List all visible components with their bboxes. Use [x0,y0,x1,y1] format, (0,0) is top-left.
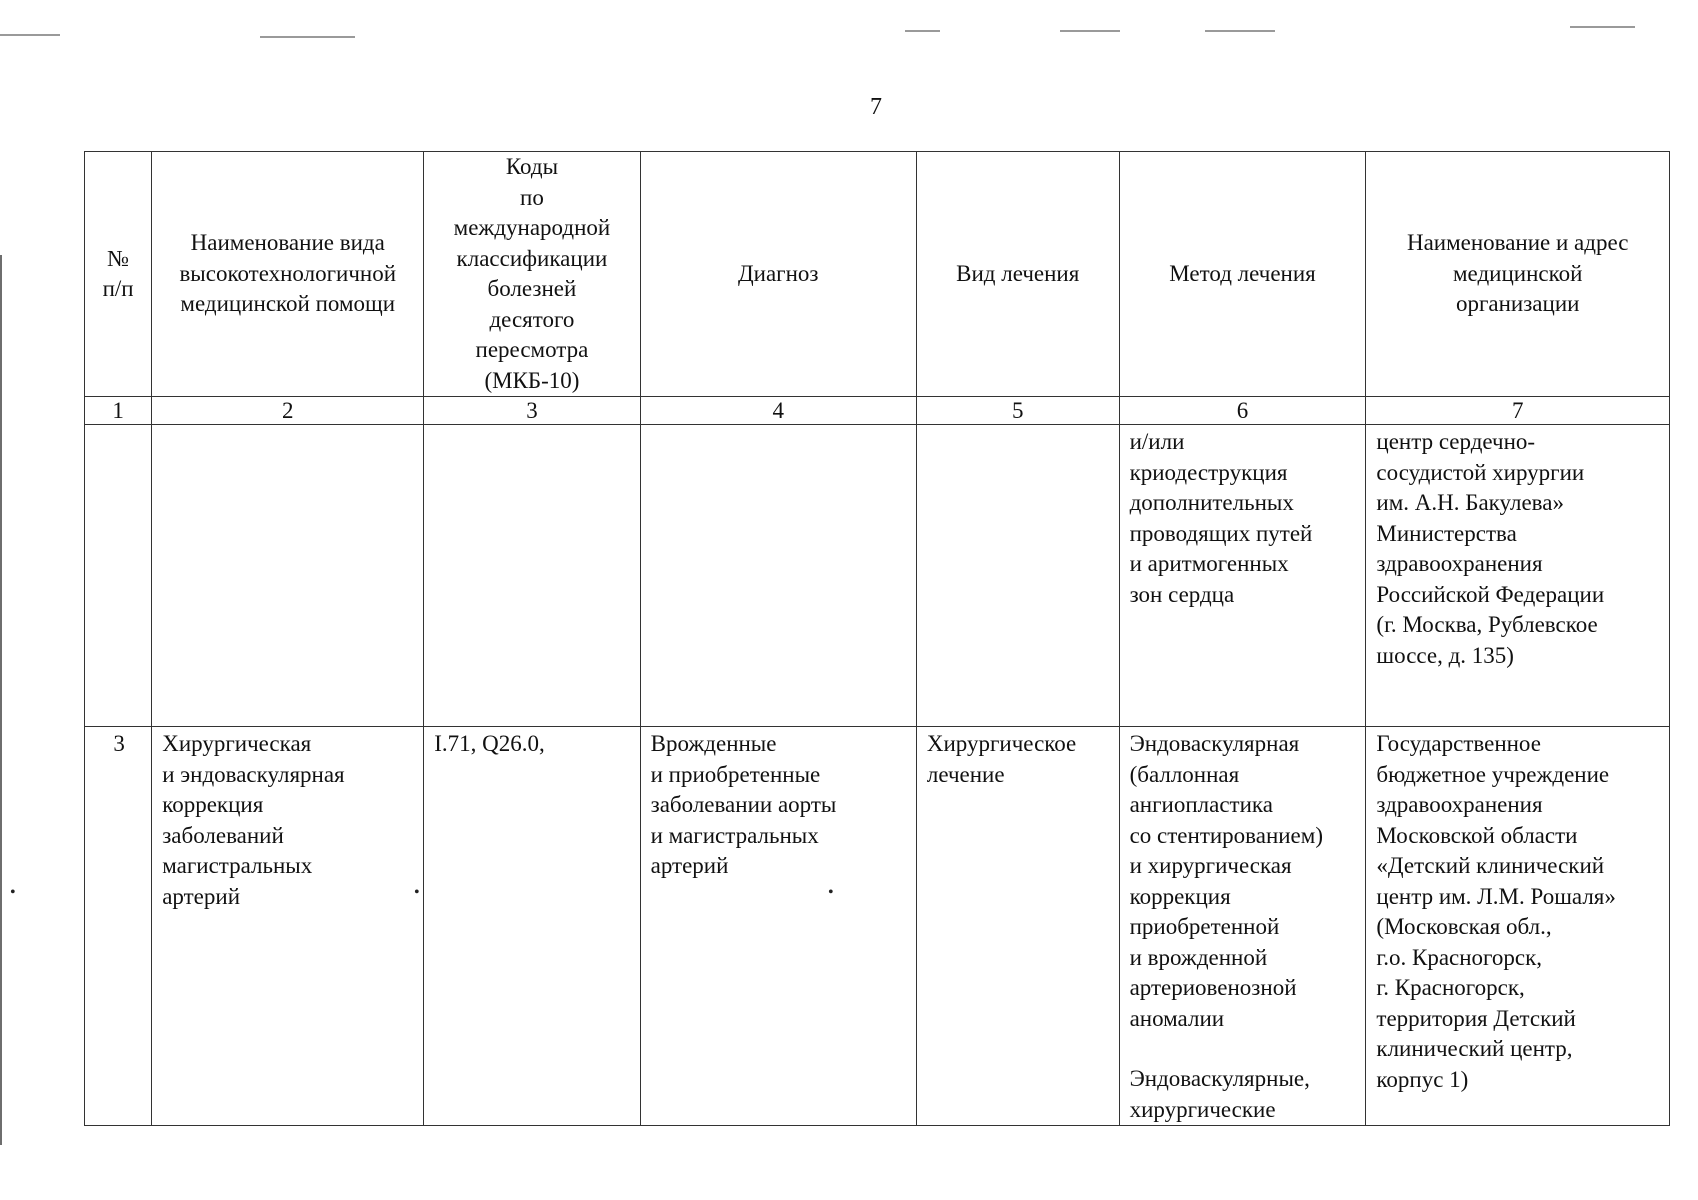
scan-artifact-line [1570,26,1635,28]
text-line: заболевании аорты [650,792,837,817]
codes-cell [424,727,640,1126]
scan-artifact-line [1205,30,1275,32]
codes-cell [424,425,640,727]
scan-artifact-line [260,36,355,38]
table-row [85,727,1670,1126]
text-line: Коды [505,154,559,179]
text-line: Российской Федерации [1376,581,1605,607]
text-line: Вид лечения [956,260,1080,286]
header-organization [1366,152,1670,397]
treatment-method-cell [1119,425,1366,727]
scan-speck: • [414,884,420,901]
medical-care-table [84,151,1670,1126]
text-line: по [520,184,544,210]
text-line: Эндоваскулярная [1129,731,1300,756]
header-treatment-method [1119,152,1366,397]
text-line: медицинской [1452,260,1583,286]
column-number: 4 [640,397,916,425]
text-line: п/п [102,276,134,301]
text-line: (баллонная [1129,761,1240,787]
column-number: 6 [1119,397,1366,425]
column-number: 2 [152,397,424,425]
diagnosis-cell [640,425,916,727]
text-line: приобретенной [1129,914,1280,939]
text-line: аномалии [1129,1005,1225,1031]
text-line: здравоохранения [1376,551,1543,576]
text-line: Метод лечения [1169,260,1316,286]
text-line: территория Детский [1376,1005,1576,1031]
text-line: болезней [487,276,577,301]
scan-speck: • [828,884,834,901]
row-number-cell: 3 [85,727,152,1126]
text-line: коррекция [162,792,264,817]
text-line: высокотехнологичной [179,260,397,286]
text-line: зон сердца [1129,581,1235,607]
text-line: г. Красногорск, [1376,975,1525,1000]
text-line: Врожденные [650,731,777,756]
text-line: и эндоваскулярная [162,761,345,787]
text-line: лечение [926,761,1005,787]
text-line: заболеваний [162,822,284,848]
text-line: корпус 1) [1376,1066,1469,1092]
text-line: им. А.Н. Бакулева» [1376,490,1564,515]
text-line: № [107,245,130,271]
header-treatment-type [916,152,1119,397]
header-diagnosis [640,152,916,397]
column-number-row [85,397,1670,425]
text-line: клинический центр, [1376,1036,1573,1061]
page-number: 7 [870,94,882,120]
header-icd10-codes [424,152,640,397]
text-line: (г. Москва, Рублевское [1376,612,1598,637]
text-line: пересмотра [475,337,589,362]
text-line: проводящих путей [1129,520,1313,546]
care-type-cell [152,425,424,727]
scan-artifact-line [1060,30,1120,32]
text-line: (Московская обл., [1376,914,1552,939]
table-row [85,425,1670,727]
text-line: и магистральных [650,822,819,848]
text-line: и/или [1129,429,1185,454]
text-line: «Детский клинический [1376,853,1605,878]
text-line: центр сердечно- [1376,429,1536,454]
organization-cell [1366,727,1670,1126]
diagnosis-cell [640,727,916,1126]
paragraph-gap [1130,1034,1358,1064]
column-number: 3 [424,397,640,425]
column-number: 7 [1366,397,1670,425]
column-number: 1 [85,397,152,425]
treatment-type-cell [916,727,1119,1126]
text-line: магистральных [162,853,313,878]
care-type-cell [152,727,424,1126]
text-line: десятого [489,306,575,332]
text-line: шоссе, д. 135) [1376,642,1514,668]
text-line: ангиопластика [1129,792,1273,817]
row-number-cell [85,425,152,727]
text-line: артерий [650,853,729,878]
text-line: дополнительных [1129,490,1294,515]
organization-cell [1366,425,1670,727]
text-line: (МКБ-10) [484,367,580,393]
scan-artifact-line [0,34,60,36]
text-line: криодеструкция [1129,459,1288,485]
text-line: Московской области [1376,822,1578,848]
text-line: коррекция [1129,883,1231,909]
text-line: классификации [456,245,608,271]
text-line: Министерства [1376,520,1517,546]
text-line: г.о. Красногорск, [1376,944,1543,970]
table-header-row [85,152,1670,397]
text-line: и врожденной [1129,944,1268,970]
text-line: Хирургическая [162,731,312,756]
text-line: артериовенозной [1129,975,1297,1000]
text-line: центр им. Л.М. Рошаля» [1376,883,1616,909]
treatment-type-cell [916,425,1119,727]
scan-artifact-line [905,30,940,32]
method-lines [1130,729,1358,1034]
method-continued-lines [1130,1064,1358,1125]
text-line: медицинской помощи [180,291,396,317]
scan-speck: • [10,884,16,901]
text-line: и приобретенные [650,761,821,787]
header-care-type [152,152,424,397]
text-line: и аритмогенных [1129,551,1289,576]
text-line: и хирургическая [1129,853,1292,878]
text-line: Государственное [1376,731,1541,756]
text-line: со стентированием) [1129,822,1323,848]
text-line: международной [453,215,611,240]
text-line: Наименование вида [190,230,385,256]
text-line: артерий [162,883,241,909]
header-number [85,152,152,397]
text-line: организации [1455,291,1580,317]
text-line: I.71, Q26.0, [434,731,545,756]
text-line: Диагноз [737,260,819,286]
treatment-method-cell [1119,727,1366,1126]
scan-margin-edge [0,255,2,1145]
text-line: Наименование и адрес [1406,230,1629,256]
text-line: хирургические [1129,1096,1276,1122]
text-line: сосудистой хирургии [1376,459,1585,485]
text-line: здравоохранения [1376,792,1543,817]
text-line: Хирургическое [926,731,1077,756]
column-number: 5 [916,397,1119,425]
text-line: бюджетное учреждение [1376,761,1610,787]
text-line: Эндоваскулярные, [1129,1066,1310,1091]
